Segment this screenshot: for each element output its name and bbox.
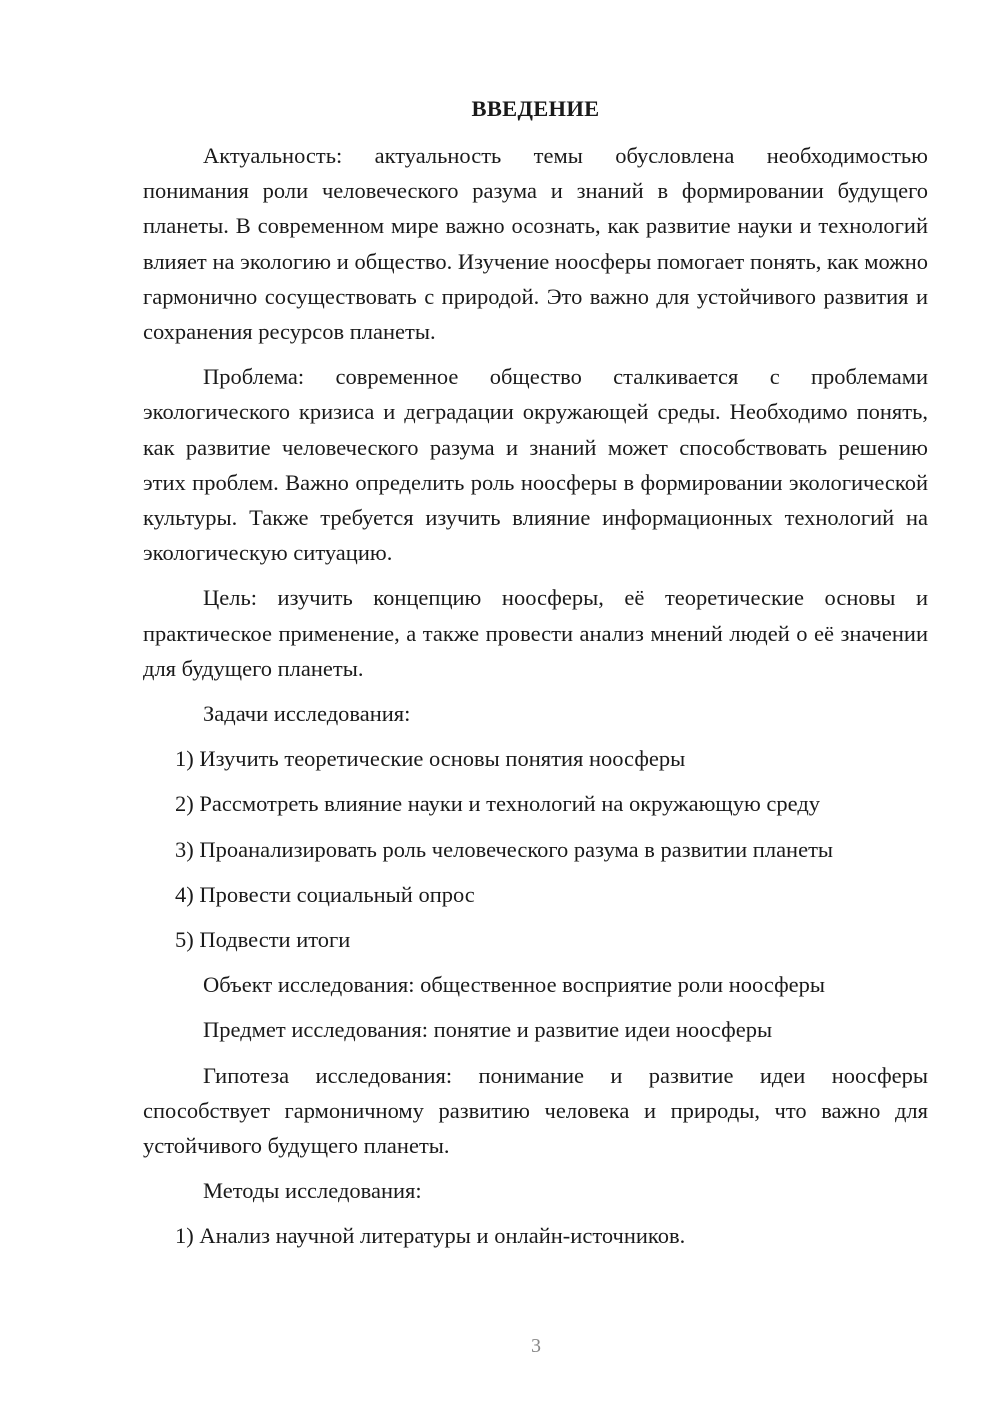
page-number: 3 [531, 1335, 541, 1357]
list-item: 4) Провести социальный опрос [175, 881, 475, 907]
problem-paragraph: Проблема: современное общество сталкивается с проблемами экологического кризиса и деградации окружающей среды. Необходимо понять, как развитие человеческого разума и знаний может способствовать решению этих проблем. Важно определить роль ноосферы в формировании экологической культуры. Также требуется изучить влияние информационных технологий на экологическую ситуацию. [143, 364, 928, 566]
tasks-title: Задачи исследования: [203, 701, 411, 727]
object-line: Объект исследования: общественное восприятие роли ноосферы [203, 972, 826, 998]
list-item: 3) Проанализировать роль человеческого разума в развитии планеты [175, 836, 834, 862]
tasks-list [143, 741, 928, 957]
relevance-paragraph: Актуальность: актуальность темы обусловлена необходимостью понимания роли человеческого разума и знаний в формировании будущего планеты. В современном мире важно осознать, как развитие науки и технологий влияет на экологию и общество. Изучение ноосферы помогает понять, как можно гармонично сосуществовать с природой. Это важно для устойчивого развития и сохранения ресурсов планеты. [143, 143, 928, 345]
subject-line: Предмет исследования: понятие и развитие идеи ноосферы [203, 1017, 773, 1043]
list-item: 2) Рассмотреть влияние науки и технологий на окружающую среду [175, 791, 821, 817]
list-item: 1) Изучить теоретические основы понятия ноосферы [175, 746, 686, 772]
list-item: 1) Анализ научной литературы и онлайн-источников. [175, 1223, 686, 1249]
hypothesis-paragraph: Гипотеза исследования: понимание и развитие идеи ноосферы способствует гармоничному развитию человека и природы, что важно для устойчивого будущего планеты. [143, 1062, 928, 1159]
methods-list [143, 1218, 928, 1253]
goal-paragraph: Цель: изучить концепцию ноосферы, её теоретические основы и практическое применение, а также провести анализ мнений людей о её значении для будущего планеты. [143, 585, 928, 681]
list-item: 5) Подвести итоги [175, 927, 351, 953]
page-content [143, 94, 928, 1254]
section-heading: ВВЕДЕНИЕ [471, 96, 600, 121]
methods-title: Методы исследования: [203, 1178, 422, 1204]
